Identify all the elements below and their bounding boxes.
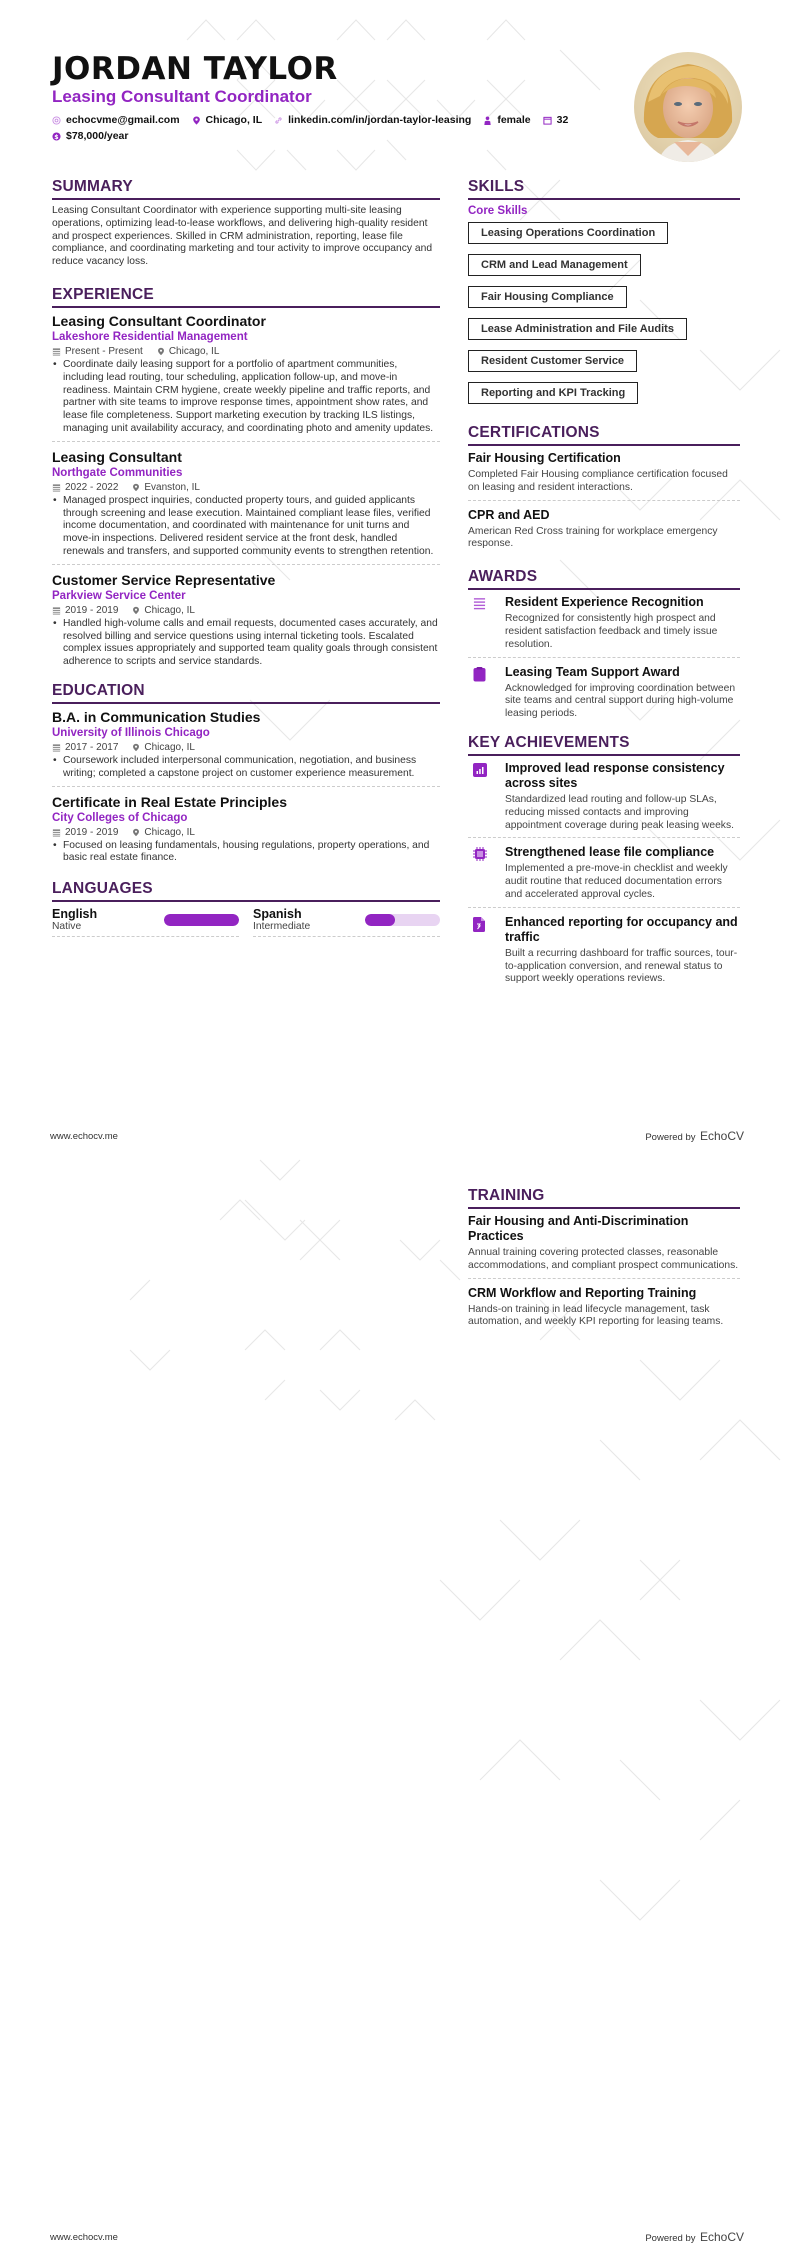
contact-location-text: Chicago, IL	[205, 114, 263, 126]
language-name: Spanish	[253, 907, 302, 922]
education-meta	[52, 826, 440, 839]
document-icon	[473, 917, 485, 932]
calendar-icon	[543, 116, 552, 125]
job-meta	[52, 345, 440, 358]
languages-heading: LANGUAGES	[52, 880, 440, 902]
right-column-page-2	[468, 1187, 740, 1341]
education-location: Chicago, IL	[144, 826, 195, 838]
job-title: Leasing Consultant	[52, 448, 182, 465]
awards-section	[468, 568, 740, 726]
degree-title: B.A. in Communication Studies	[52, 708, 261, 725]
profile-photo	[634, 52, 742, 162]
job-dates: Present - Present	[65, 345, 143, 357]
location-pin-icon	[192, 116, 201, 125]
education-bullet: • Coursework included interpersonal communication, negotiation, and business writing; completed a capstone project on customer experience measurement.	[52, 755, 440, 781]
certifications-section	[468, 424, 740, 556]
skill-tag: Resident Customer Service	[468, 350, 637, 372]
powered-by-label: Powered by	[645, 1132, 696, 1143]
brand-name[interactable]: EchoCV	[699, 1129, 744, 1143]
education-section	[52, 682, 440, 870]
svg-text:$: $	[54, 133, 59, 141]
contact-age	[543, 114, 569, 126]
location-pin-icon	[157, 347, 165, 356]
languages-section	[52, 880, 440, 937]
dollar-icon	[52, 132, 61, 141]
job-location: Evanston, IL	[144, 481, 200, 493]
portrait-image	[634, 52, 742, 162]
experience-entry	[52, 449, 440, 565]
contact-age-text: 32	[556, 114, 569, 126]
award-title: Leasing Team Support Award	[505, 664, 680, 679]
candidate-name: JORDAN TAYLOR	[52, 51, 338, 87]
right-column	[468, 178, 740, 998]
calendar-icon	[52, 483, 61, 492]
achievements-heading: KEY ACHIEVEMENTS	[468, 734, 740, 756]
language-proficiency-bar	[164, 914, 239, 926]
contact-location	[192, 114, 263, 126]
education-location: Chicago, IL	[144, 741, 195, 753]
achievement-title: Improved lead response consistency across sites	[505, 760, 725, 790]
contact-list	[52, 114, 612, 142]
contact-linkedin-text: linkedin.com/in/jordan-taylor-leasing	[288, 114, 472, 126]
contact-linkedin[interactable]	[274, 114, 471, 126]
language-item	[52, 907, 239, 937]
degree-title: Certificate in Real Estate Principles	[52, 793, 287, 810]
education-heading: EDUCATION	[52, 682, 440, 704]
summary-text: Leasing Consultant Coordinator with experience supporting multi-site leasing operations, optimizing lead-to-lease workflows, and delivering high-quality resident and prospect experiences. Skilled in CRM administration, reporting, lease file compliance, and coordinating marketing and tour activity to improve occupancy and reduce vacancy loss.	[52, 205, 433, 268]
education-dates: 2017 - 2017	[65, 741, 119, 753]
left-column	[52, 178, 440, 937]
certification-title: CPR and AED	[468, 507, 550, 522]
footer-url[interactable]: www.echocv.me	[50, 1130, 118, 1142]
awards-heading: AWARDS	[468, 568, 740, 590]
job-bullet: • Managed prospect inquiries, conducted property tours, and guided applicants through screening and lease execution. Maintained compliant lease files, verified income documentation, and coordinated with maintenance for unit turns and move-in inspections. Delivered resident service at the front desk, handled renewals and transfers, and supported community events to strengthen retention.	[52, 495, 440, 559]
language-level: Native	[52, 921, 82, 933]
achievement-desc: Standardized lead routing and follow-up SLAs, reducing missed contacts and improving appointment coverage during peak leasing weeks.	[505, 793, 734, 831]
school-name: City Colleges of Chicago	[52, 811, 188, 824]
certification-desc: American Red Cross training for workplace emergency response.	[468, 525, 718, 550]
achievement-entry	[468, 845, 740, 907]
clipboard-icon	[473, 667, 486, 682]
education-meta	[52, 741, 440, 754]
training-title: Fair Housing and Anti-Discrimination Practices	[468, 1214, 689, 1243]
experience-entry	[52, 313, 440, 442]
summary-section	[52, 178, 440, 269]
school-name: University of Illinois Chicago	[52, 726, 210, 739]
job-meta	[52, 604, 440, 617]
training-desc: Hands-on training in lead lifecycle management, task automation, and weekly KPI reporting for leasing teams.	[468, 1303, 724, 1328]
experience-entry	[52, 572, 440, 674]
company-name: Lakeshore Residential Management	[52, 330, 248, 343]
education-entry	[52, 709, 440, 787]
page-footer	[50, 2228, 744, 2246]
education-dates: 2019 - 2019	[65, 826, 119, 838]
education-bullet: • Focused on leasing fundamentals, housing regulations, property operations, and basic real estate finance.	[52, 840, 440, 866]
award-entry	[468, 595, 740, 657]
summary-heading: SUMMARY	[52, 178, 440, 200]
resume-header	[52, 52, 612, 142]
company-name: Parkview Service Center	[52, 589, 186, 602]
job-bullet: • Handled high-volume calls and email requests, documented cases accurately, and resolved billing and service questions using internal ticketing tools. Escalated complex issues appropriately and supported team quality goals through consistent adherence to scripts and service standards.	[52, 618, 440, 669]
skill-tag: Leasing Operations Coordination	[468, 222, 668, 244]
experience-heading: EXPERIENCE	[52, 286, 440, 308]
skills-heading: SKILLS	[468, 178, 740, 200]
location-pin-icon	[132, 483, 140, 492]
skill-tag: Reporting and KPI Tracking	[468, 382, 638, 404]
job-dates: 2022 - 2022	[65, 481, 119, 493]
job-dates: 2019 - 2019	[65, 604, 119, 616]
achievements-section	[468, 734, 740, 991]
award-desc: Acknowledged for improving coordination between site teams and central support during high-volume leasing periods.	[505, 682, 736, 720]
training-heading: TRAINING	[468, 1187, 740, 1209]
calendar-icon	[52, 347, 61, 356]
certification-title: Fair Housing Certification	[468, 451, 621, 465]
job-location: Chicago, IL	[144, 604, 195, 616]
calendar-icon	[52, 743, 61, 752]
training-section	[468, 1187, 740, 1334]
contact-gender-text: female	[497, 114, 531, 126]
skills-section	[468, 178, 740, 414]
certification-entry	[468, 451, 740, 501]
location-pin-icon	[132, 606, 140, 615]
language-item	[253, 907, 440, 937]
signal-bars-icon	[473, 763, 487, 777]
achievement-title: Strengthened lease file compliance	[505, 845, 715, 860]
achievement-entry	[468, 915, 740, 991]
education-entry	[52, 794, 440, 871]
contact-salary	[52, 130, 612, 142]
lines-icon	[473, 597, 486, 610]
experience-section	[52, 286, 440, 674]
award-title: Resident Experience Recognition	[505, 595, 704, 610]
calendar-icon	[52, 828, 61, 837]
certification-entry	[468, 508, 740, 557]
achievement-desc: Built a recurring dashboard for traffic sources, tour-to-application conversion, and renewal status to support weekly operations reviews.	[505, 947, 738, 985]
job-meta	[52, 481, 440, 494]
footer-url[interactable]: www.echocv.me	[50, 2231, 118, 2243]
link-icon	[274, 116, 283, 125]
contact-gender	[483, 114, 530, 126]
certifications-heading: CERTIFICATIONS	[468, 424, 740, 446]
achievement-desc: Implemented a pre-move-in checklist and weekly audit routine that reduced documentation errors and accelerated approval cycles.	[505, 863, 728, 900]
skills-subheading: Core Skills	[468, 205, 528, 217]
chip-icon	[473, 847, 487, 861]
language-name: English	[52, 907, 98, 922]
certification-desc: Completed Fair Housing compliance certification focused on leasing and resident interactions.	[468, 469, 728, 493]
training-entry	[468, 1286, 740, 1335]
brand-name[interactable]: EchoCV	[699, 2230, 744, 2244]
calendar-icon	[52, 606, 61, 615]
training-title: CRM Workflow and Reporting Training	[468, 1285, 697, 1300]
award-desc: Recognized for consistently high prospect and resident satisfaction feedback and timely issue resolution.	[505, 613, 718, 650]
location-pin-icon	[132, 743, 140, 752]
location-pin-icon	[132, 828, 140, 837]
at-icon	[52, 116, 61, 125]
training-desc: Annual training covering protected classes, reasonable accommodations, and compliant prospect communications.	[468, 1247, 739, 1271]
achievement-title: Enhanced reporting for occupancy and traffic	[505, 914, 738, 944]
skill-tag: Lease Administration and File Audits	[468, 318, 687, 340]
company-name: Northgate Communities	[52, 466, 183, 479]
person-icon	[483, 116, 492, 125]
award-entry	[468, 665, 740, 726]
powered-by-label: Powered by	[645, 2233, 696, 2244]
training-entry	[468, 1214, 740, 1279]
job-location: Chicago, IL	[168, 345, 220, 357]
language-proficiency-bar	[365, 914, 440, 926]
achievement-entry	[468, 761, 740, 838]
candidate-title: Leasing Consultant Coordinator	[52, 87, 312, 106]
job-title: Leasing Consultant Coordinator	[52, 312, 266, 329]
language-level: Intermediate	[253, 921, 311, 933]
contact-email-text: echocvme@gmail.com	[66, 114, 180, 126]
resume-page-2	[0, 1123, 794, 2246]
job-bullet: • Coordinate daily leasing support for a portfolio of apartment communities, including lead routing, tour scheduling, application follow-up, and move-in readiness. Maintain CRM hygiene, create weekly pipeline and traffic reports, and partner with site teams to improve response times, appointment show rates, and lease file completeness. Support marketing execution by tracking ILS listings, managing unit availability accuracy, and coordinating photo and amenity updates.	[52, 359, 440, 436]
skill-tag: Fair Housing Compliance	[468, 286, 627, 308]
contact-email[interactable]	[52, 114, 180, 126]
contact-salary-text: $78,000/year	[66, 130, 129, 142]
skill-tag: CRM and Lead Management	[468, 254, 641, 276]
job-title: Customer Service Representative	[52, 571, 276, 588]
